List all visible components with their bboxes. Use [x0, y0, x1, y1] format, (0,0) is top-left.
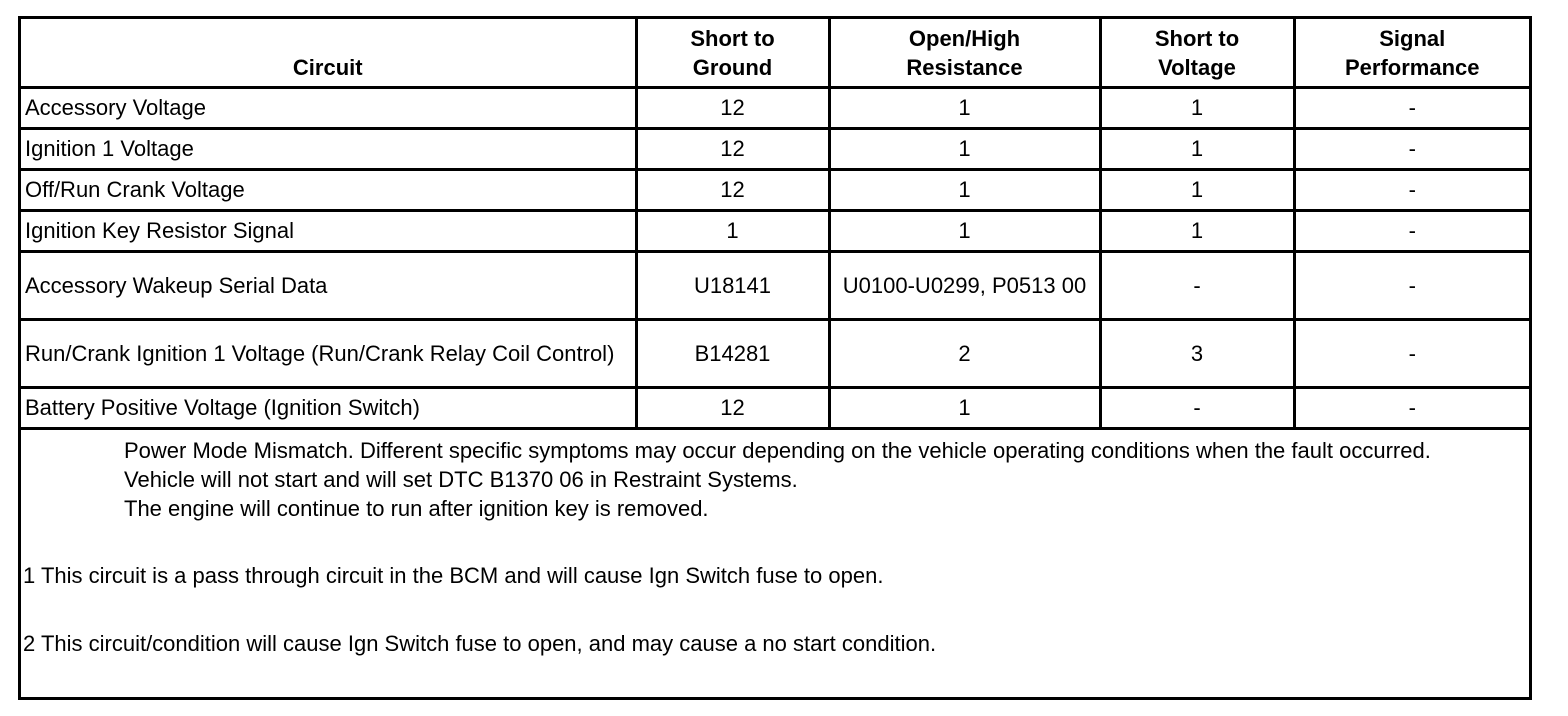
circuit-name: Ignition Key Resistor Signal	[21, 210, 636, 251]
signal-performance-value: -	[1294, 251, 1529, 319]
footnote-2: 2 This circuit/condition will cause Ign Switch fuse to open, and may cause a no start condition.	[23, 630, 937, 656]
short-to-ground-value: 12	[636, 128, 829, 169]
symptom-note: Power Mode Mismatch. Different specific symptoms may occur depending on the vehicle operating conditions when the fault occurred.	[124, 437, 1431, 463]
dtc-symptom-table	[18, 16, 1532, 700]
symptom-note: Vehicle will not start and will set DTC B1370 06 in Restraint Systems.	[124, 466, 798, 492]
signal-performance-value: -	[1294, 87, 1529, 128]
short-to-ground-value: 12	[636, 87, 829, 128]
table-row	[21, 87, 1529, 128]
open-high-resistance-value: 1	[829, 387, 1100, 428]
table-row	[21, 169, 1529, 210]
short-to-voltage-value: 1	[1100, 87, 1294, 128]
short-to-voltage-value: -	[1100, 251, 1294, 319]
open-high-resistance-value: 1	[829, 169, 1100, 210]
header-row	[21, 19, 1529, 87]
table-row	[21, 128, 1529, 169]
short-to-voltage-value: 1	[1100, 169, 1294, 210]
open-high-resistance-value: 1	[829, 87, 1100, 128]
open-high-resistance-value: 2	[829, 319, 1100, 387]
circuit-fault-table	[21, 19, 1529, 430]
short-to-ground-value: U18141	[636, 251, 829, 319]
circuit-name: Run/Crank Ignition 1 Voltage (Run/Crank Relay Coil Control)	[21, 319, 636, 387]
symptom-note: The engine will continue to run after ignition key is removed.	[124, 495, 709, 521]
short-to-ground-value: 12	[636, 387, 829, 428]
footnote-1: 1 This circuit is a pass through circuit in the BCM and will cause Ign Switch fuse to open.	[23, 562, 884, 588]
circuit-name: Off/Run Crank Voltage	[21, 169, 636, 210]
signal-performance-value: -	[1294, 169, 1529, 210]
table-row	[21, 387, 1529, 428]
signal-performance-value: -	[1294, 128, 1529, 169]
short-to-voltage-value: -	[1100, 387, 1294, 428]
short-to-voltage-value: 1	[1100, 210, 1294, 251]
open-high-resistance-value: U0100-U0299, P0513 00	[829, 251, 1100, 319]
signal-performance-value: -	[1294, 387, 1529, 428]
short-to-voltage-value: 1	[1100, 128, 1294, 169]
circuit-name: Ignition 1 Voltage	[21, 128, 636, 169]
circuit-name: Battery Positive Voltage (Ignition Switch)	[21, 387, 636, 428]
open-high-resistance-value: 1	[829, 128, 1100, 169]
header-circuit: Circuit	[21, 19, 636, 87]
short-to-voltage-value: 3	[1100, 319, 1294, 387]
table-row	[21, 251, 1529, 319]
header-short-to-ground: Short to Ground	[636, 19, 829, 87]
circuit-name: Accessory Voltage	[21, 87, 636, 128]
header-short-to-voltage: Short to Voltage	[1100, 19, 1294, 87]
notes-section	[21, 436, 1529, 658]
circuit-name: Accessory Wakeup Serial Data	[21, 251, 636, 319]
short-to-ground-value: 12	[636, 169, 829, 210]
signal-performance-value: -	[1294, 210, 1529, 251]
table-row	[21, 210, 1529, 251]
header-signal-performance: Signal Performance	[1294, 19, 1529, 87]
header-open-high-resistance: Open/High Resistance	[829, 19, 1100, 87]
short-to-ground-value: 1	[636, 210, 829, 251]
table-row	[21, 319, 1529, 387]
open-high-resistance-value: 1	[829, 210, 1100, 251]
signal-performance-value: -	[1294, 319, 1529, 387]
symptom-list	[124, 436, 1529, 523]
short-to-ground-value: B14281	[636, 319, 829, 387]
